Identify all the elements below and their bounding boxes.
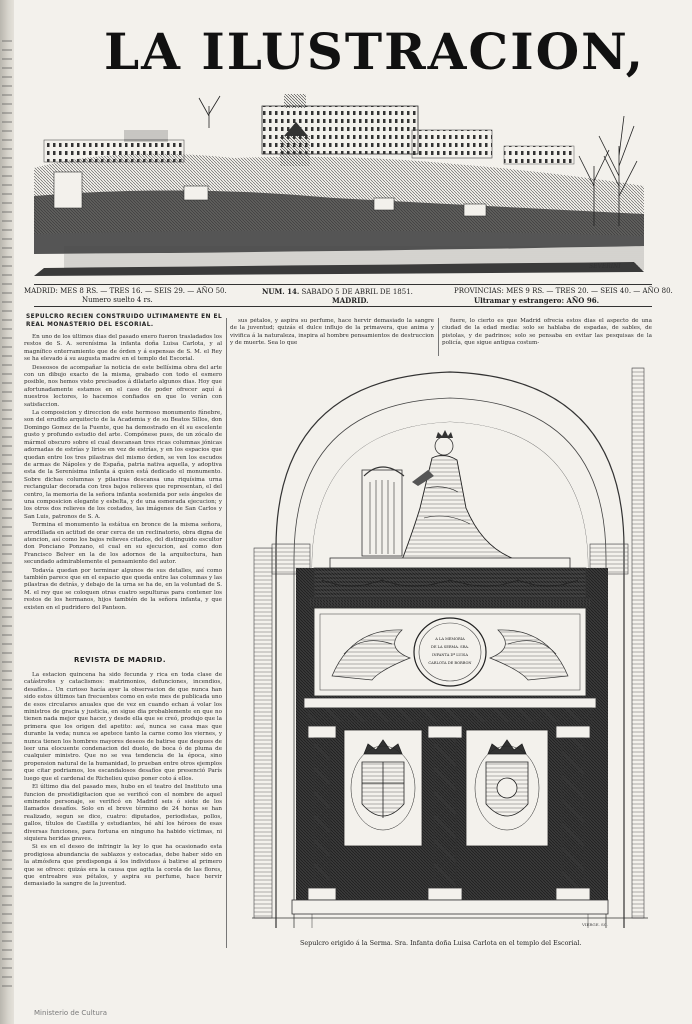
paragraph: En uno de los últimos dias del pasado enero fueron trasladados los restos de S. A. serenísima la infanta doña Luisa Carlota, y al magnífico enterramiento que de órden y á espensas de S. M. el Rey se ha elevado á su augusta madre en el templo del Escorial.: [24, 334, 222, 363]
paragraph: Deseosos de acompañar la noticia de este bellísima obra del arte con un dibujo exacto de la misma, grabado con todo el esmero posible, nos hemos visto precisados á dilatarlo algunos dias. Hoy que afortunadamente estamos en el caso de poder ofrecer aquí á nuestros lectores, lo hacemos confiados en que lo verán con satisfaccion.: [24, 364, 222, 408]
provinces-prices: PROVINCIAS: MES 9 RS. — TRES 20. — SEIS 40. — AÑO 80.: [454, 287, 673, 295]
column-divider-2: [438, 318, 439, 356]
tomb-illustration: [252, 358, 648, 928]
info-rule-top: [34, 284, 652, 285]
issue-number: [262, 287, 413, 296]
archive-watermark: Ministerio de Cultura: [34, 1009, 107, 1017]
paragraph: La estacion quincena ha sido fecunda y rica en toda clase de catástrofes y cataclismos: matrimonios, defunciones, incendios, desafíos... Un curioso hacía ayer la observacion de que nunca han sido estos últimos tan frecuentes como en este mes de publicada uno de esos circulares anuales que de vez en cuando echan á volar los ministros de gracia y justicia, en sigue dia probablemente en que no tienen nada mejor que hacer, y desde ella que se creó, produjo que la primera que los origen del apetito: así, nunca se casa mas que durante la veda; nunca se apetece tanto la carne como los viernes, y nunca tienen los hombres mayores deseos de batirse que despues de leer una elocuente condenacion del duelo, de boca ó de pluma de cualquier ministro. Que no se vea tendencia de la época, sino propension natural de la humanidad, lo prueban entre otros ejemplos que citar podriamos, los escandalosos desafíos que presenció París luego que el cardenal de Richelieu quiso poner coto á ellos.: [24, 672, 222, 782]
article2-title: REVISTA DE MADRID.: [74, 656, 167, 664]
inscription-line-2: DE LA SERMA. SRA.: [430, 645, 470, 649]
column-divider-1: [226, 318, 227, 948]
paragraph: sus pétalos, y aspira su perfume, hace hervir demasiado la sangre de la juventud; quizás el dulce influjo de la primavera, que anima y vivifica á la naturaleza, inspira al hombre pensamientos de destruccion y de muerte. Sea lo que: [230, 318, 434, 347]
inscription-line-1: A LA MEMORIA: [435, 637, 465, 641]
gutter-edge-marks: [2, 40, 12, 990]
issue-city: MADRID.: [332, 296, 369, 305]
paragraph: Todavía quedan por terminar algunos de sus detalles, así como también parece que en el espacio que queda entre las columnas y las pilastras de detrás, y debajo de la urna se ha de, en la voluntad de S. M. el rey que se coloquen otras cuatro sepulturas para contener los restos de los hermanos, hijos también de la señora infanta, y que existen en el pudridero del Panteon.: [24, 567, 222, 611]
article2-body: [24, 672, 222, 948]
column3-text: [230, 318, 434, 356]
masthead-title: LA ILUSTRACION,: [104, 22, 646, 81]
article1-body: [24, 334, 222, 654]
single-issue-price: Numero suelto 4 rs.: [82, 296, 153, 304]
article1-title: SEPULCRO RECIEN CONSTRUIDO ULTIMAMENTE EN EL REAL MONASTERIO DEL ESCORIAL.: [26, 314, 223, 328]
newspaper-page: [14, 0, 692, 1024]
paragraph: La composicion y direccion de este hermoso monumento fúnebre, son del erudito arquitecto de la Academia y de su Beatos Sillos, don Domingo Gomez de la Fuente, que ha demostrado en él su escelente gusto y profundo estudio del arte. Compónese pues, de un zócalo de mármol obscuro sobre el cual descansan tres ricas columnas jónicas adornadas de estrías y lirios en vez de estrías, y en los espacios que quedan entre los tres pilastras del mismo órden, se ven los escudos de armas de Nápoles y de España, patria nativa aquella, y adoptiva esta de la Serenísima infanta á quien está dedicado el monumento. Sobre dichas columnas y pilastras descansa una riquísima urna rectangular decorada con tres bajos relieves que representan, el del centro, la memoria de la señora infanta sostenida por seis ángeles de una composicion elegante y esbelta, y de una esmerada ejecucion; y los otros dos relieves de los costados, las imágenes de San Carlos y San Luis, patronos de S. A.: [24, 410, 222, 520]
paragraph: Si es en el deseo de infringir la ley lo que ha ocasionado esta prodigiosa abundancia de sablazos y estocadas, debe haber sido en la atmósfera que predisponga á los individuos á batirse al primero que se ofrece: quizás era la causa que agita la corola de las flores, que entreabre sus pétalos, y aspira su perfume, hace hervir demasiado la sangre de la juventud.: [24, 844, 222, 888]
madrid-prices: MADRID: MES 8 RS. — TRES 16. — SEIS 29. — AÑO 50.: [24, 287, 227, 295]
issue-date: SABADO 5 DE ABRIL DE 1851.: [301, 288, 413, 296]
binding-gutter: [0, 0, 14, 1024]
engraver-signature: VIERGE. SC.: [582, 922, 608, 927]
engraving-signature: SEVERINI: [589, 263, 621, 270]
paragraph: El último dia del pasado mes, hubo en el teatro del Instituto una funcion de prestidigitacion que se verificó con el nombre de aquel eminente personaje, se verificó en Madrid seis ó siete de los llamados desafíos. Solo en el breve término de 24 horas se han realizado, segun se dice, cuatro: diputados, periodistas, pollos, gallos, títulos de Castilla y estudiantes, hé ahí los héroes de esas diversas funciones, para fortuna en ninguno ha habido víctimas, ni siquiera heridas graves.: [24, 784, 222, 842]
inscription-line-3: INFANTA Dª LUISA: [432, 653, 468, 657]
issue-number-label: NUM. 14.: [262, 287, 300, 296]
masthead-engraving: [34, 86, 644, 284]
illustration-caption: Sepulcro erigido á la Serma. Sra. Infanta doña Luisa Carlota en el templo del Escorial.: [300, 939, 582, 947]
paragraph: Termina el monumento la estátua en bronce de la misma señora, arrodillada en actitud de orar cerca de un reclinatorio, obra digna de atencion, así como los bajos relieves citados, del distinguido escultor don Ponciano Ponzano, el cual en su ejecucion, así como don Francisco Belver en la de los adornos de la arquitectura, han secundado admirablemente el pensamiento del autor.: [24, 522, 222, 566]
overseas-prices: Ultramar y estrangero: AÑO 96.: [474, 296, 600, 305]
paragraph: fuere, lo cierto es que Madrid ofrecía estos dias el aspecto de una ciudad de la edad media: solo se hablaba de espadas, de sables, de pistolas, y de padrinos; solo se pensaba en evitar las pesquisas de la policía, que sigue antigua costum-: [442, 318, 652, 347]
inscription-line-4: CARLOTA DE BORBON: [428, 661, 472, 665]
column4-text: [442, 318, 652, 356]
info-rule-bottom: [34, 306, 652, 307]
